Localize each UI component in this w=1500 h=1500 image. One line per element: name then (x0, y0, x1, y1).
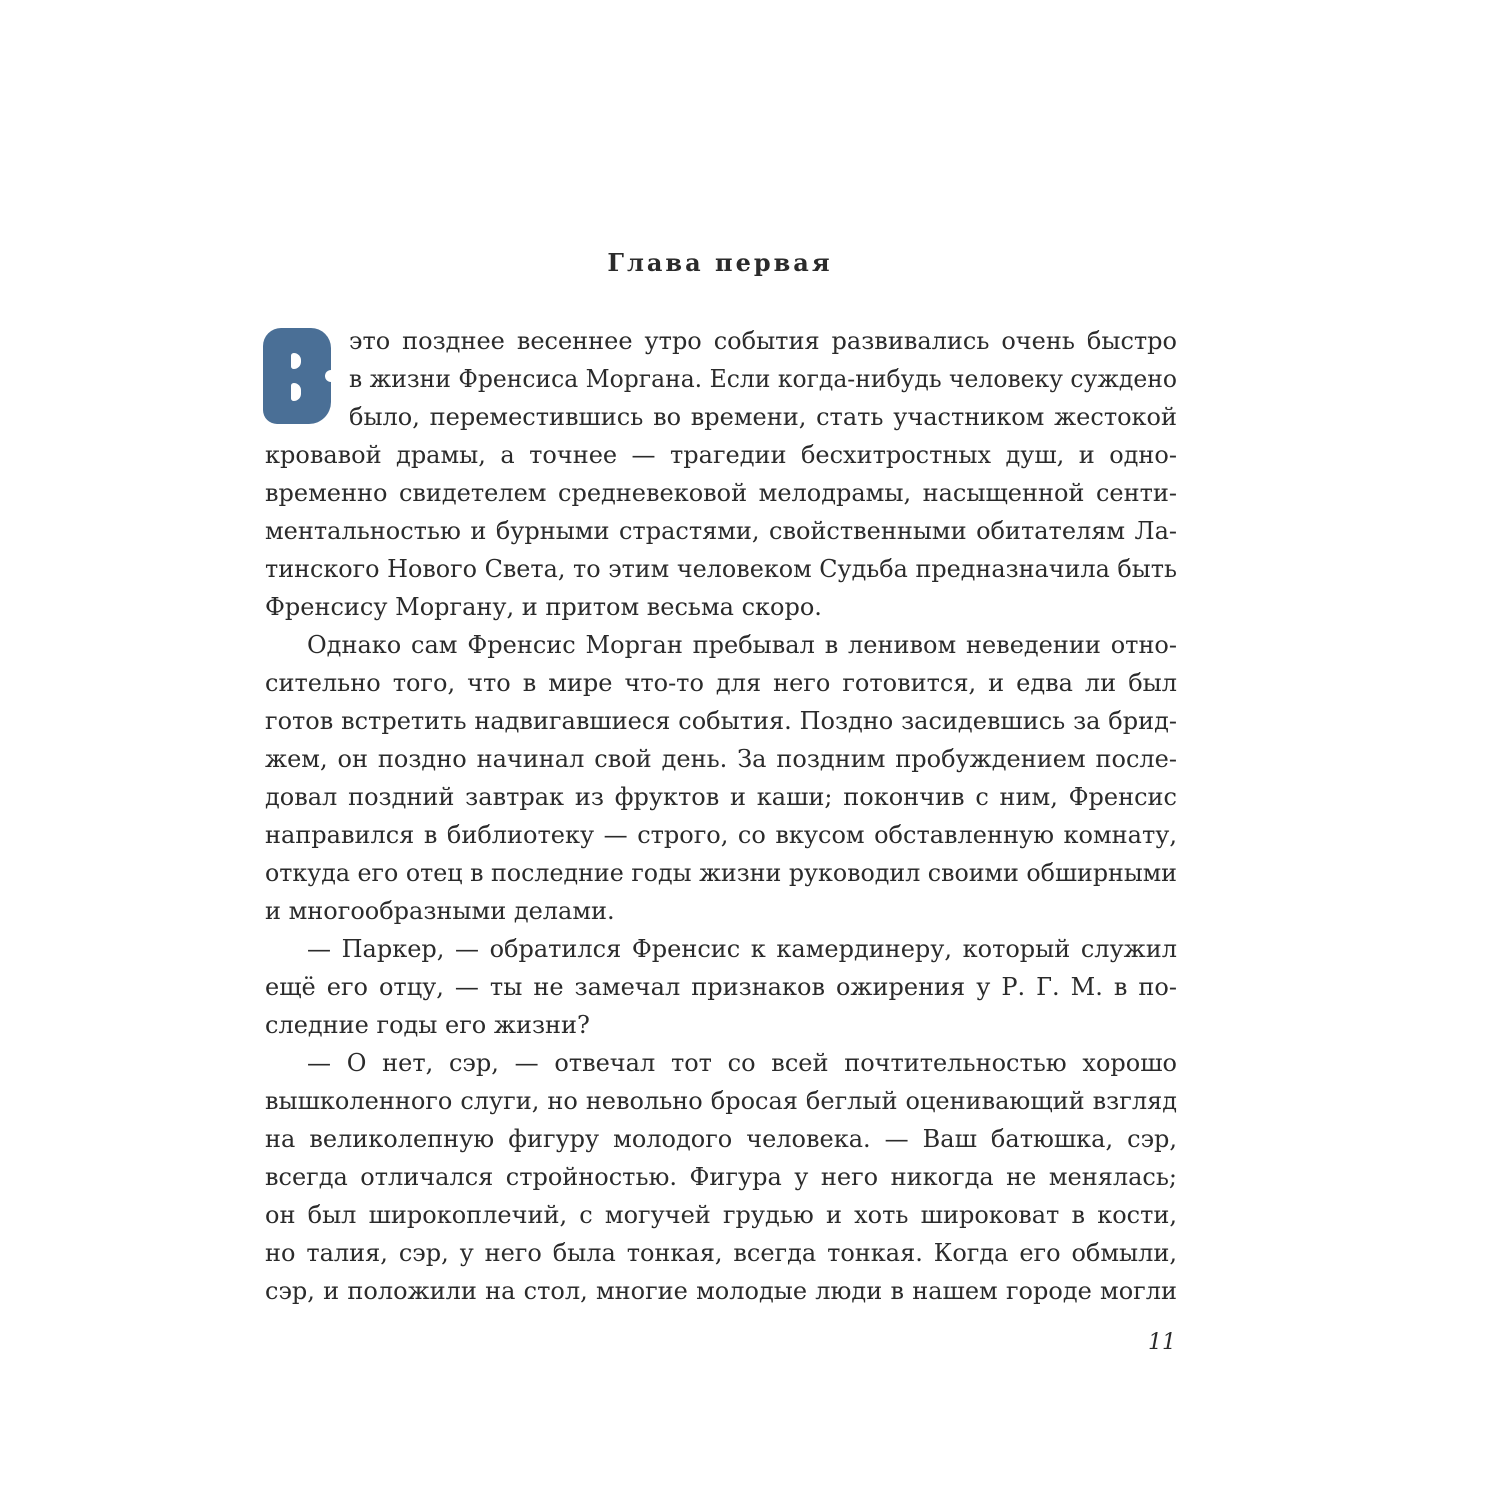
text-line: он был широкоплечий, с могучей грудью и хоть широковат в кости, (265, 1201, 1177, 1229)
text-line: временно свидетелем средневековой мелодрамы, насыщенной сенти- (265, 479, 1177, 507)
dropcap-letter (263, 328, 331, 424)
text-line: но талия, сэр, у него была тонкая, всегда тонкая. Когда его обмыли, (265, 1239, 1177, 1267)
paragraph (265, 322, 1177, 626)
text-line: это позднее весеннее утро события развивались очень быстро (349, 327, 1177, 355)
text-line: Однако сам Френсис Морган пребывал в ленивом неведении отно- (307, 631, 1177, 659)
text-line: — О нет, сэр, — отвечал тот со всей почтительностью хорошо (307, 1049, 1177, 1077)
text-line: довал поздний завтрак из фруктов и каши; покончив с ним, Френсис (265, 783, 1177, 811)
text-line: жем, он поздно начинал свой день. За поздним пробуждением после- (265, 745, 1177, 773)
chapter-title: Глава первая (607, 248, 833, 277)
text-line: следние годы его жизни? (265, 1011, 590, 1039)
text-line: и многообразными делами. (265, 897, 615, 925)
text-line: откуда его отец в последние годы жизни руководил своими обширными (265, 859, 1177, 887)
text-line: — Паркер, — обратился Френсис к камердинеру, который служил (307, 935, 1177, 963)
text-line: тинского Нового Света, то этим человеком Судьба предназначила быть (265, 555, 1177, 583)
text-line: направился в библиотеку — строго, со вкусом обставленную комнату, (265, 821, 1177, 849)
text-line: сительно того, что в мире что-то для него готовится, и едва ли был (265, 669, 1177, 697)
text-line: готов встретить надвигавшиеся события. Поздно засидевшись за брид- (265, 707, 1177, 735)
paragraph (265, 626, 1177, 930)
text-line: ещё его отцу, — ты не замечал признаков ожирения у Р. Г. М. в по- (265, 973, 1177, 1001)
text-line: Френсису Моргану, и притом весьма скоро. (265, 593, 822, 621)
text-line: в жизни Френсиса Моргана. Если когда-нибудь человеку суждено (349, 365, 1177, 393)
text-line: кровавой драмы, а точнее — трагедии бесхитростных душ, и одно- (265, 441, 1177, 469)
text-line: на великолепную фигуру молодого человека. — Ваш батюшка, сэр, (265, 1125, 1177, 1153)
paragraph (265, 1044, 1177, 1310)
body-text (265, 322, 1177, 1310)
paragraph (265, 930, 1177, 1044)
text-line: было, переместившись во времени, стать участником жестокой (349, 403, 1177, 431)
text-line: ментальностью и бурными страстями, свойственными обитателям Ла- (265, 517, 1177, 545)
text-line: всегда отличался стройностью. Фигура у него никогда не менялась; (265, 1163, 1177, 1191)
text-line: вышколенного слуги, но невольно бросая беглый оценивающий взгляд (265, 1087, 1177, 1115)
page-number: 11 (1148, 1330, 1176, 1355)
text-line: сэр, и положили на стол, многие молодые люди в нашем городе могли (265, 1277, 1177, 1305)
